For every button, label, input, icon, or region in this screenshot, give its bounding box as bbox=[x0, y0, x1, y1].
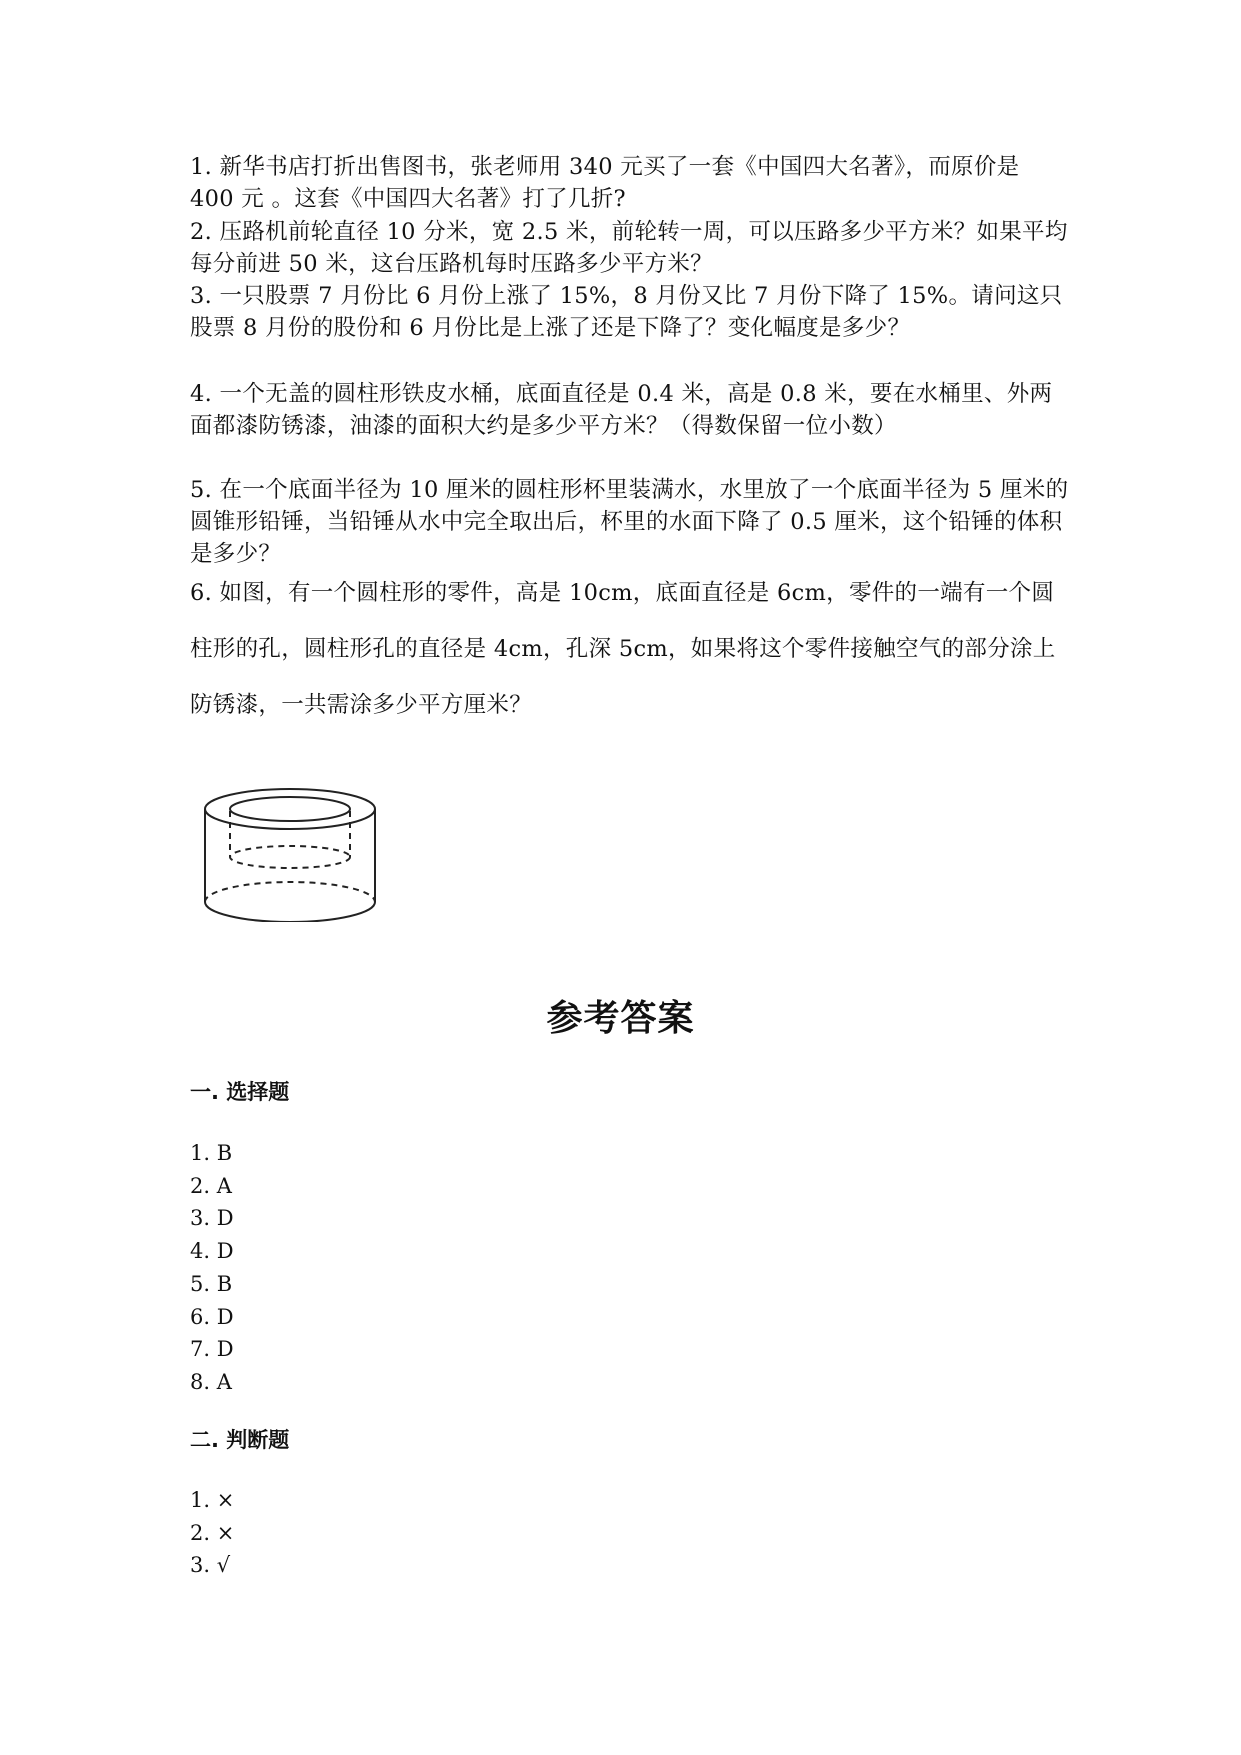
list-item: 6. D bbox=[190, 1304, 234, 1329]
list-item: 4. D bbox=[190, 1239, 234, 1264]
list-item: 1. × bbox=[190, 1488, 235, 1512]
question-5: 5. 在一个底面半径为 10 厘米的圆柱形杯里装满水，水里放了一个底面半径为 5 厘米的圆锥形铅锤，当铅锤从水中完全取出后，杯里的水面下降了 0.5 厘米，这个铅锤的体积是多少？ bbox=[190, 477, 1069, 567]
question-2: 2. 压路机前轮直径 10 分米，宽 2.5 米，前轮转一周，可以压路多少平方米？如果平均每分前进 50 米，这台压路机每时压路多少平方米？ bbox=[190, 219, 1068, 277]
question-1: 1. 新华书店打折出售图书，张老师用 340 元买了一套《中国四大名著》，而原价是 400 元 。这套《中国四大名著》打了几折? bbox=[190, 154, 1020, 212]
list-item: 5. B bbox=[190, 1271, 233, 1296]
list-item: 3. √ bbox=[190, 1553, 231, 1578]
question-4: 4. 一个无盖的圆柱形铁皮水桶，底面直径是 0.4 米，高是 0.8 米，要在水桶里、外两面都漆防锈漆，油漆的面积大约是多少平方米？（得数保留一位小数） bbox=[190, 381, 1053, 439]
list-item: 2. × bbox=[190, 1520, 235, 1545]
answer-list-choice bbox=[190, 1137, 234, 1399]
answer-list-judge bbox=[190, 1484, 234, 1582]
answer-title: 参考答案 bbox=[546, 998, 695, 1039]
list-item: 7. D bbox=[190, 1337, 234, 1362]
section-heading-choice: 一. 选择题 bbox=[190, 1080, 290, 1104]
list-item: 8. A bbox=[190, 1369, 232, 1394]
list-item: 1. B bbox=[190, 1141, 233, 1165]
list-item: 3. D bbox=[190, 1206, 234, 1231]
list-item: 2. A bbox=[190, 1173, 232, 1198]
cylinder-with-hole-figure bbox=[200, 782, 380, 922]
question-6: 6. 如图，有一个圆柱形的零件，高是 10cm，底面直径是 6cm，零件的一端有一个圆柱形的孔，圆柱形孔的直径是 4cm，孔深 5cm，如果将这个零件接触空气的部分涂上防锈漆，一共需涂多少平方厘米？ bbox=[190, 580, 1056, 718]
question-3: 3. 一只股票 7 月份比 6 月份上涨了 15%，8 月份又比 7 月份下降了 15%。请问这只股票 8 月份的股份和 6 月份比是上涨了还是下降了？变化幅度是多少？ bbox=[190, 283, 1063, 341]
section-heading-judge: 二. 判断题 bbox=[190, 1428, 290, 1452]
